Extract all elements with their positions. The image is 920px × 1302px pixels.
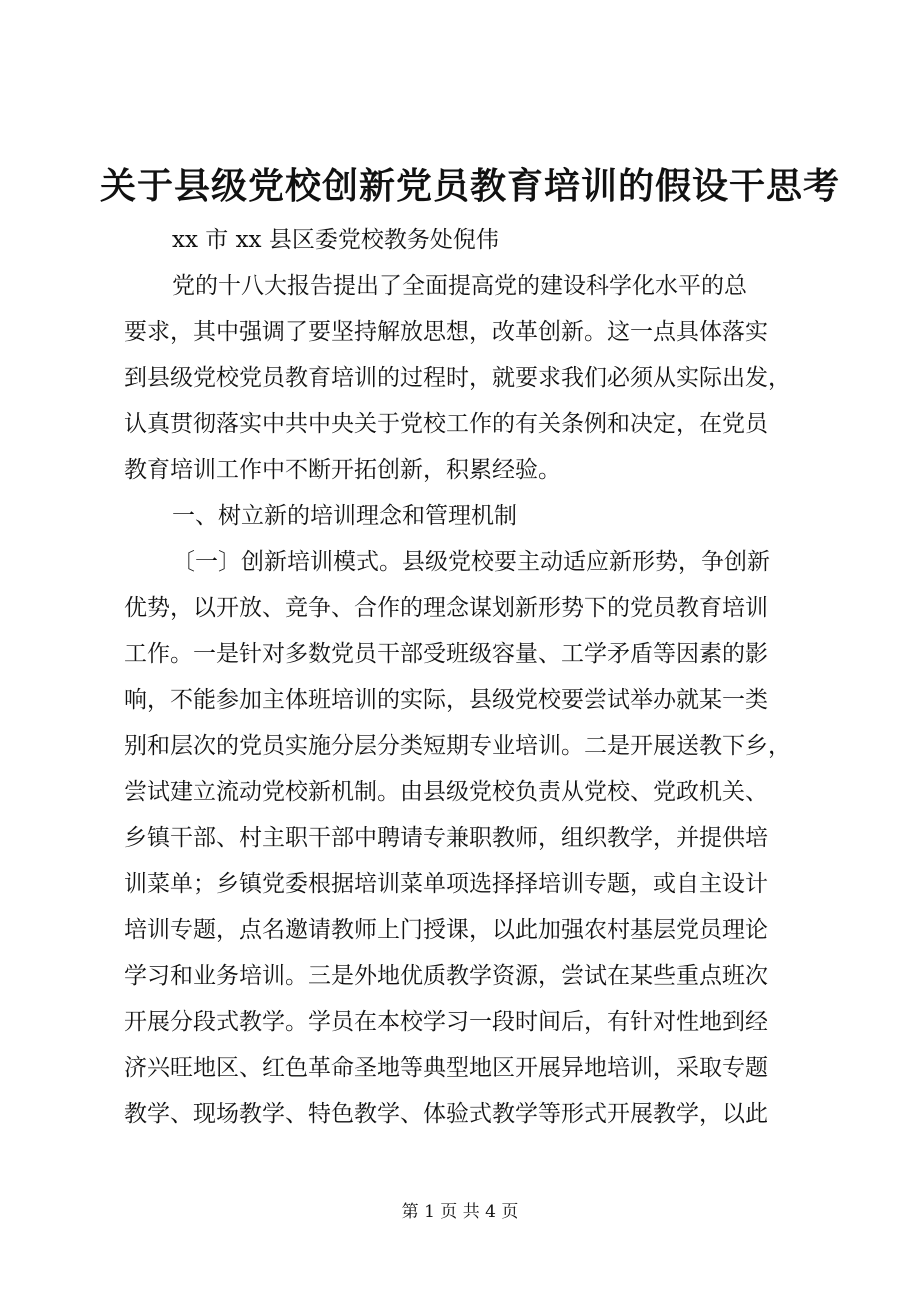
body-line: 培训专题，点名邀请教师上门授课，以此加强农村基层党员理论 [124, 917, 768, 943]
page-number-footer: 第 1 页 共 4 页 [401, 1202, 519, 1222]
body-line: 教育培训工作中不断开拓创新，积累经验。 [124, 457, 561, 483]
body-line: 尝试建立流动党校新机制。由县级党校负责从党校、党政机关、 [124, 779, 768, 805]
body-line: 响，不能参加主体班培训的实际，县级党校要尝试举办就某一类 [124, 687, 768, 713]
body-line: 训菜单；乡镇党委根据培训菜单项选择择培训专题，或自主设计 [124, 871, 768, 897]
body-line: 认真贯彻落实中共中央关于党校工作的有关条例和决定，在党员 [124, 411, 768, 437]
document-title: 关于县级党校创新党员教育培训的假设干思考 [100, 165, 841, 207]
body-line: 党的十八大报告提出了全面提高党的建设科学化水平的总 [172, 273, 747, 299]
author-line: xx 市 xx 县区委党校教务处倪伟 [172, 227, 499, 253]
body-line: 乡镇干部、村主职干部中聘请专兼职教师，组织教学，并提供培 [124, 825, 768, 851]
body-line: 要求，其中强调了要坚持解放思想，改革创新。这一点具体落实 [124, 319, 768, 345]
body-line: 工作。一是针对多数党员干部受班级容量、工学矛盾等因素的影 [124, 641, 768, 667]
body-line: 别和层次的党员实施分层分类短期专业培训。二是开展送教下乡， [124, 733, 791, 759]
section-heading: 一、树立新的培训理念和管理机制 [172, 503, 517, 529]
body-line: 优势，以开放、竞争、合作的理念谋划新形势下的党员教育培训 [124, 595, 768, 621]
body-line: 到县级党校党员教育培训的过程时，就要求我们必须从实际出发， [124, 365, 791, 391]
body-line: 学习和业务培训。三是外地优质教学资源，尝试在某些重点班次 [124, 963, 768, 989]
body-line: 〔一〕创新培训模式。县级党校要主动适应新形势，争创新 [172, 549, 770, 575]
body-line: 教学、现场教学、特色教学、体验式教学等形式开展教学，以此 [124, 1101, 768, 1127]
body-line: 济兴旺地区、红色革命圣地等典型地区开展异地培训，采取专题 [124, 1055, 768, 1081]
body-line: 开展分段式教学。学员在本校学习一段时间后，有针对性地到经 [124, 1009, 768, 1035]
